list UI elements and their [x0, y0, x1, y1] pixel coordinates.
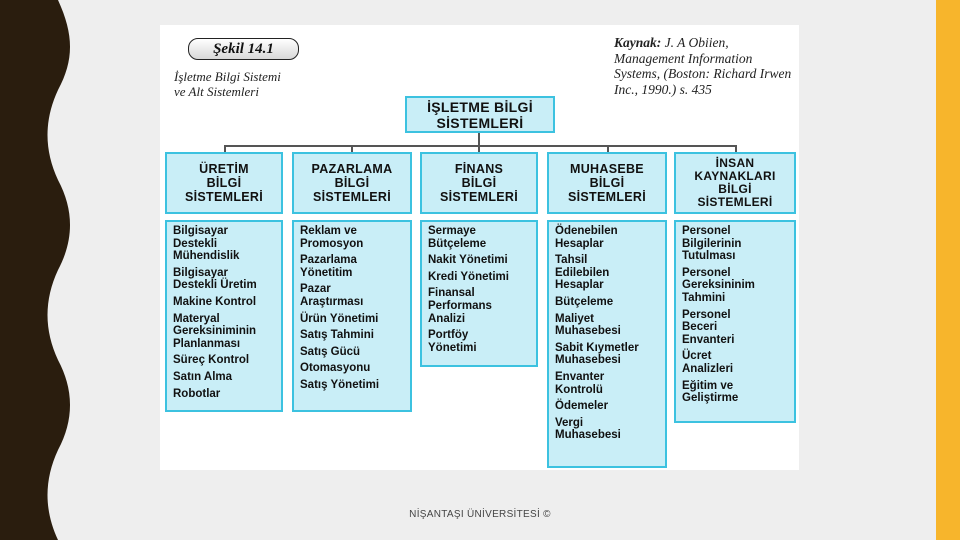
decorative-right-bar [936, 0, 960, 540]
list-item: Ödenebilen Hesaplar [555, 225, 618, 250]
list-item: Reklam ve Promosyon [300, 225, 364, 250]
column-list-pazarlama [292, 220, 412, 412]
list-item: Ödemeler [555, 400, 609, 413]
column-list-uretim [165, 220, 283, 412]
list-item: Eğitim ve Geliştirme [682, 379, 739, 405]
list-item: Satın Alma [173, 370, 233, 383]
list-item: Personel Beceri Envanteri [682, 308, 735, 346]
list-item: Materyal Gereksiniminin Planlanması [173, 312, 257, 350]
decorative-left-border [0, 0, 78, 540]
list-item: Envanter Kontrolü [555, 370, 605, 396]
list-item: Satış Yönetimi [300, 378, 380, 391]
connector-col-5 [735, 145, 737, 152]
connector-horizontal [224, 145, 735, 147]
list-item: Nakit Yönetimi [428, 254, 508, 267]
column-head-insan-kaynaklari: İNSAN KAYNAKLARI BİLGİ SİSTEMLERİ [674, 152, 796, 214]
connector-col-3 [478, 145, 480, 152]
list-item: Bütçeleme [555, 295, 614, 308]
slide-footer: NİŞANTAŞI ÜNİVERSİTESİ © [409, 509, 551, 520]
list-item: Pazar Araştırması [300, 283, 364, 308]
list-item: Personel Gereksininim Tahmini [682, 266, 755, 304]
connector-col-1 [224, 145, 226, 152]
column-head-pazarlama: PAZARLAMA BİLGİ SİSTEMLERİ [292, 152, 412, 214]
list-item: Vergi Muhasebesi [555, 416, 621, 442]
list-item: Tahsil Edilebilen Hesaplar [555, 254, 610, 292]
list-item: Sabit Kıymetler Muhasebesi [555, 341, 639, 367]
list-item: Bilgisayar Destekli Mühendislik [173, 225, 240, 263]
column-list-finans [420, 220, 538, 367]
column-list-insan-kaynaklari [674, 220, 796, 423]
connector-col-2 [351, 145, 353, 152]
list-item: Makine Kontrol [173, 295, 257, 308]
list-item: Satış Tahmini [300, 329, 374, 342]
list-item: Otomasyonu [300, 362, 371, 375]
list-item: Finansal Performans Analizi [428, 287, 492, 325]
org-chart-figure [160, 25, 799, 470]
column-head-muhasebe: MUHASEBE BİLGİ SİSTEMLERİ [547, 152, 667, 214]
list-item: Sermaye Bütçeleme [428, 225, 487, 250]
list-item: Portföy Yönetimi [428, 329, 477, 354]
list-item: Satış Gücü [300, 345, 361, 358]
list-item: Ürün Yönetimi [300, 312, 379, 325]
root-node: İŞLETME BİLGİ SİSTEMLERİ [405, 96, 555, 133]
list-item: Bilgisayar Destekli Üretim [173, 266, 257, 292]
list-item: Ücret Analizleri [682, 350, 734, 375]
list-item: Pazarlama Yönetitim [300, 254, 357, 279]
figure-label: Şekil 14.1 [188, 38, 299, 60]
figure-source [614, 35, 794, 97]
column-head-uretim: ÜRETİM BİLGİ SİSTEMLERİ [165, 152, 283, 214]
source-text: J. A Obiien, Management Information Systems, (Boston: Richard Irwen Inc., 1990.) s. 435 [614, 35, 792, 97]
list-item: Süreç Kontrol [173, 354, 250, 367]
list-item: Robotlar [173, 387, 221, 400]
connector-col-4 [607, 145, 609, 152]
list-item: Maliyet Muhasebesi [555, 312, 621, 338]
connector-root-down [478, 133, 480, 145]
figure-caption: İşletme Bilgi Sistemi ve Alt Sistemleri [174, 69, 281, 99]
source-keyword: Kaynak: [614, 35, 662, 50]
column-list-muhasebe [547, 220, 667, 468]
list-item: Kredi Yönetimi [428, 270, 509, 283]
column-head-finans: FİNANS BİLGİ SİSTEMLERİ [420, 152, 538, 214]
list-item: Personel Bilgilerinin Tutulması [682, 225, 742, 263]
